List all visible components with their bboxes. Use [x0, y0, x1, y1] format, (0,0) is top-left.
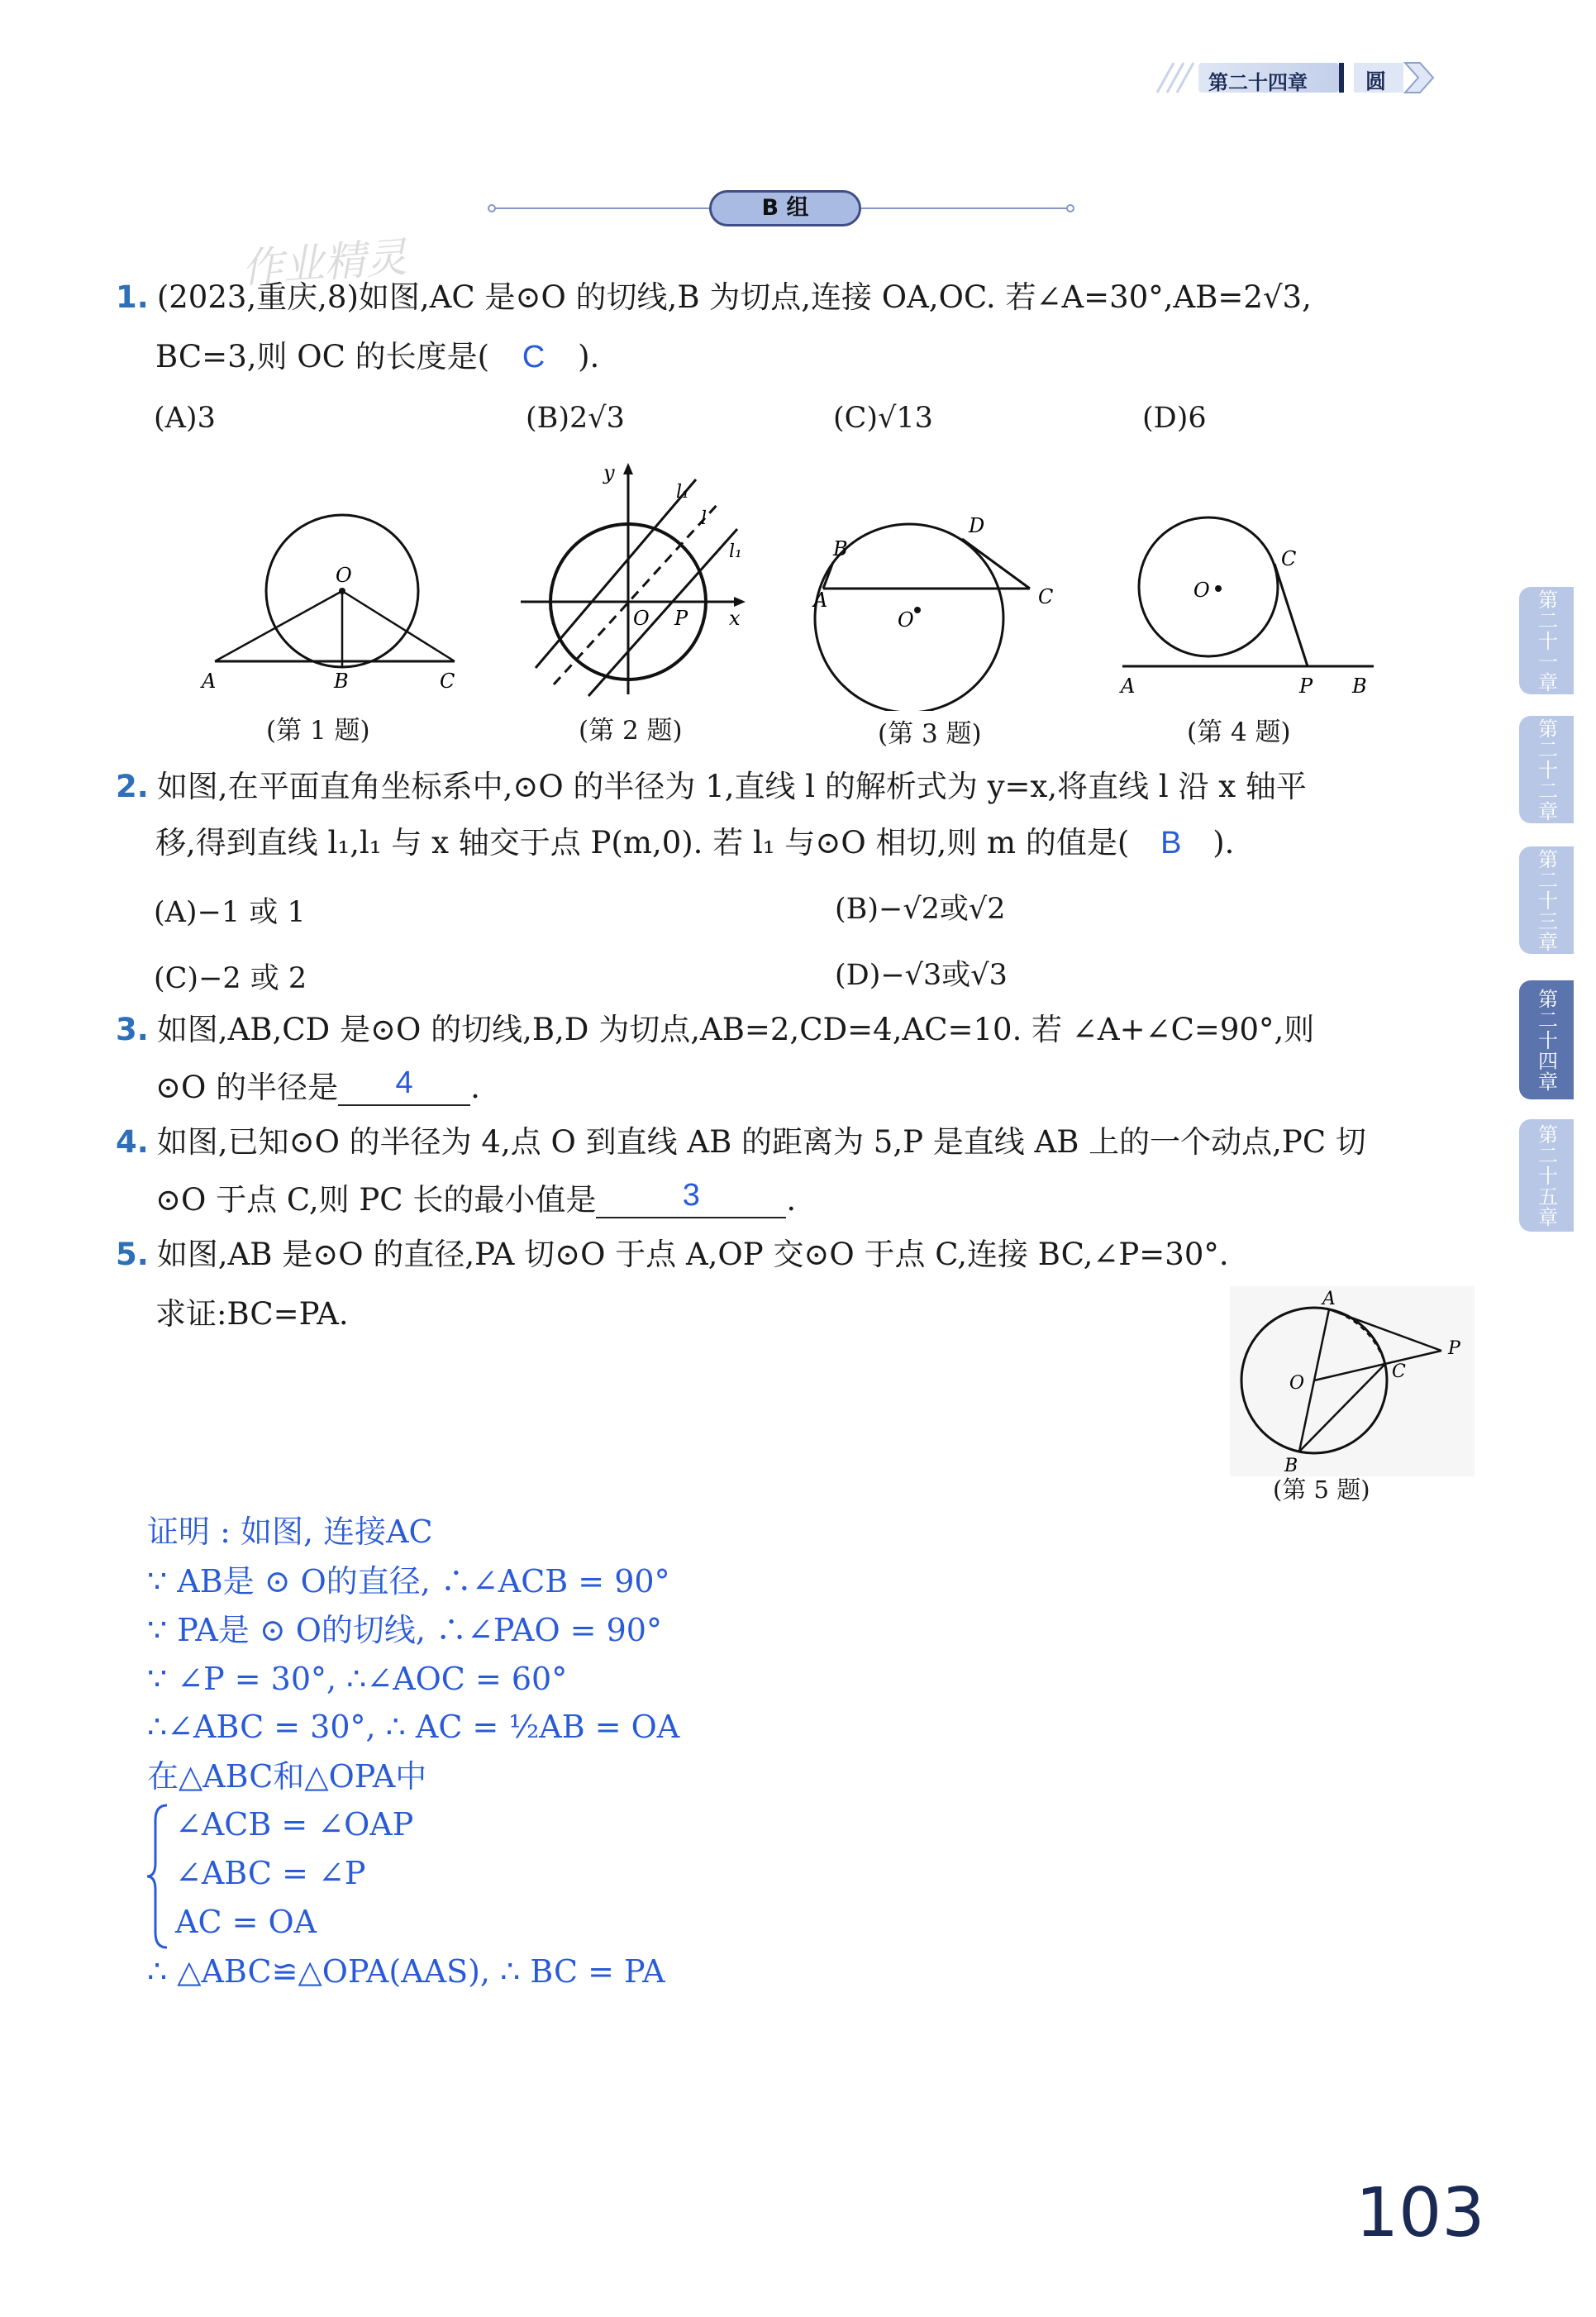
question-number: 2. — [116, 769, 149, 804]
option-d: (D)6 — [1142, 402, 1207, 435]
question-5-line2: 求证:BC=PA. — [155, 1296, 349, 1332]
fig2-line-l1-upper — [536, 479, 696, 668]
fig5-segment-op — [1314, 1351, 1441, 1380]
proof-line-5: ∴∠ABC = 30°, ∴ AC = ½AB = OA — [147, 1709, 680, 1745]
fig2-x-arrow — [734, 597, 746, 607]
page-number: 103 — [1355, 2174, 1485, 2253]
figure-4 — [1112, 513, 1385, 703]
question-number: 3. — [116, 1012, 149, 1047]
question-text: 如图,已知⊙O 的半径为 4,点 O 到直线 AB 的距离为 5,P 是直线 AB 上的一个动点,PC 切 — [156, 1124, 1366, 1160]
tab-chapter-24[interactable]: 第二十四章 — [1519, 980, 1574, 1099]
fig2-label-o: O — [633, 607, 650, 630]
tab-chapter-23[interactable]: 第二十三章 — [1519, 846, 1574, 954]
fig1-label-a: A — [202, 670, 217, 693]
proof-line-10: ∴ △ABC≌△OPA(AAS), ∴ BC = PA — [147, 1953, 665, 1990]
fig5-label-o: O — [1289, 1373, 1305, 1394]
tab-chapter-21[interactable]: 第二十一章 — [1519, 587, 1574, 694]
figure-5 — [1230, 1286, 1475, 1476]
section-label: B 组 — [761, 195, 809, 221]
fig3-caption: (第 3 题) — [878, 719, 982, 749]
option-b: (B)−√2或√2 — [835, 893, 1006, 926]
proof-line-9: AC = OA — [175, 1904, 317, 1940]
fig1-label-o: O — [336, 564, 352, 587]
fig1-segment-oa — [215, 591, 342, 661]
fig1-label-c: C — [440, 670, 455, 693]
question-1-line2: BC=3,则 OC 的长度是( C ). — [155, 339, 600, 374]
section-dot-right — [1066, 204, 1074, 212]
option-c: (C)−2 或 2 — [154, 962, 307, 995]
fig5-caption: (第 5 题) — [1273, 1476, 1370, 1504]
question-2-line2: 移,得到直线 l₁,l₁ 与 x 轴交于点 P(m,0). 若 l₁ 与⊙O 相切,则 m 的值是( B ). — [155, 825, 1235, 861]
fig1-label-b: B — [334, 670, 349, 693]
chevron-right-icon — [1402, 60, 1435, 96]
fig3-center-dot — [914, 607, 921, 613]
fig2-y-arrow — [623, 463, 633, 474]
fig2-caption: (第 2 题) — [579, 716, 683, 746]
fig4-center-dot — [1215, 585, 1222, 592]
watermark: 作业精灵 — [240, 233, 409, 293]
fig5-label-b: B — [1284, 1456, 1298, 1476]
question-number: 5. — [116, 1237, 149, 1272]
fig4-label-p: P — [1299, 675, 1313, 698]
question-number: 1. — [116, 279, 149, 315]
fig5-label-p: P — [1448, 1338, 1460, 1359]
question-5 — [116, 1233, 1229, 1276]
option-a: (A)−1 或 1 — [154, 896, 306, 929]
section-line-right — [853, 207, 1070, 209]
question-1 — [116, 276, 1312, 319]
question-text: 如图,在平面直角坐标系中,⊙O 的半径为 1,直线 l 的解析式为 y=x,将直线 l 沿 x 轴平 — [156, 769, 1307, 804]
fig2-label-l: l — [701, 508, 707, 529]
fig3-label-o: O — [898, 608, 914, 632]
tab-chapter-25[interactable]: 第二十五章 — [1519, 1119, 1574, 1232]
fig3-label-d: D — [969, 514, 985, 537]
fig4-label-b: B — [1352, 675, 1367, 698]
header-bar — [1149, 60, 1446, 96]
fig4-label-c: C — [1281, 547, 1297, 570]
fig3-label-c: C — [1038, 585, 1054, 608]
question-3-line2: ⊙O 的半径是 4 . — [155, 1066, 480, 1111]
answer-q4: 3 — [682, 1178, 700, 1213]
option-c: (C)√13 — [833, 402, 933, 435]
section-dot-left — [488, 204, 496, 212]
figure-3 — [807, 513, 1071, 711]
fig1-caption: (第 1 题) — [266, 716, 370, 746]
proof-line-3: ∵ PA是 ⊙ O的切线, ∴∠PAO = 90° — [147, 1612, 662, 1648]
fig2-line-l — [554, 503, 719, 684]
section-pill — [709, 190, 861, 226]
header-chapter: 第二十四章 — [1208, 71, 1308, 94]
header-stripes — [1149, 60, 1198, 96]
fig5-label-a: A — [1322, 1289, 1336, 1309]
section-header — [488, 190, 1074, 226]
fig4-caption: (第 4 题) — [1187, 718, 1291, 747]
fig2-label-l1-right: l₁ — [729, 541, 742, 562]
question-3 — [116, 1008, 1314, 1051]
section-line-left — [494, 207, 717, 209]
question-text: 如图,AB 是⊙O 的直径,PA 切⊙O 于点 A,OP 交⊙O 于点 C,连接 BC,∠P=30°. — [156, 1237, 1229, 1272]
fig4-tangent-pc — [1274, 564, 1308, 666]
proof-brace — [145, 1802, 170, 1951]
answer-q1: C — [522, 340, 545, 374]
fig3-label-a: A — [813, 589, 828, 612]
fig1-segment-oc — [342, 591, 455, 661]
fig2-label-y: y — [603, 461, 615, 484]
figure-2 — [512, 455, 760, 703]
question-2 — [116, 765, 1307, 808]
question-number: 4. — [116, 1124, 149, 1160]
fig5-segment-bc — [1299, 1364, 1385, 1452]
question-4 — [116, 1121, 1366, 1164]
option-d: (D)−√3或√3 — [835, 959, 1008, 992]
fig5-dashed-ac — [1329, 1309, 1385, 1364]
fig2-label-x: x — [729, 607, 741, 630]
fig3-label-b: B — [833, 537, 848, 560]
fig1-center-dot — [339, 588, 345, 594]
header-divider — [1339, 63, 1344, 93]
proof-line-4: ∵ ∠P = 30°, ∴∠AOC = 60° — [147, 1661, 568, 1697]
proof-line-1: 证明 : 如图, 连接AC — [147, 1514, 433, 1550]
answer-q2: B — [1160, 826, 1182, 861]
fig4-label-o: O — [1193, 579, 1210, 602]
fig4-label-a: A — [1121, 675, 1136, 698]
fig2-label-l1-top: l₁ — [676, 482, 689, 503]
proof-line-6: 在△ABC和△OPA中 — [147, 1758, 427, 1795]
option-a: (A)3 — [154, 402, 216, 435]
answer-q3: 4 — [395, 1066, 413, 1100]
question-4-line2: ⊙O 于点 C,则 PC 长的最小值是 3 . — [155, 1179, 796, 1223]
figure-1 — [198, 504, 471, 703]
fig2-label-p: P — [674, 607, 688, 630]
proof-line-7: ∠ACB = ∠OAP — [175, 1806, 414, 1843]
fig5-label-c: C — [1392, 1361, 1406, 1382]
proof-line-2: ∵ AB是 ⊙ O的直径, ∴∠ACB = 90° — [147, 1563, 670, 1599]
question-text: (2023,重庆,8)如图,AC 是⊙O 的切线,B 为切点,连接 OA,OC. 若∠A=30°,AB=2√3, — [156, 279, 1312, 315]
fig5-tangent-pa — [1329, 1309, 1441, 1351]
proof-line-8: ∠ABC = ∠P — [175, 1855, 366, 1891]
option-b: (B)2√3 — [526, 402, 625, 435]
tab-chapter-22[interactable]: 第二十二章 — [1519, 716, 1574, 823]
question-text: 如图,AB,CD 是⊙O 的切线,B,D 为切点,AB=2,CD=4,AC=10. 若 ∠A+∠C=90°,则 — [156, 1012, 1315, 1047]
header-title: 圆 — [1365, 69, 1387, 93]
